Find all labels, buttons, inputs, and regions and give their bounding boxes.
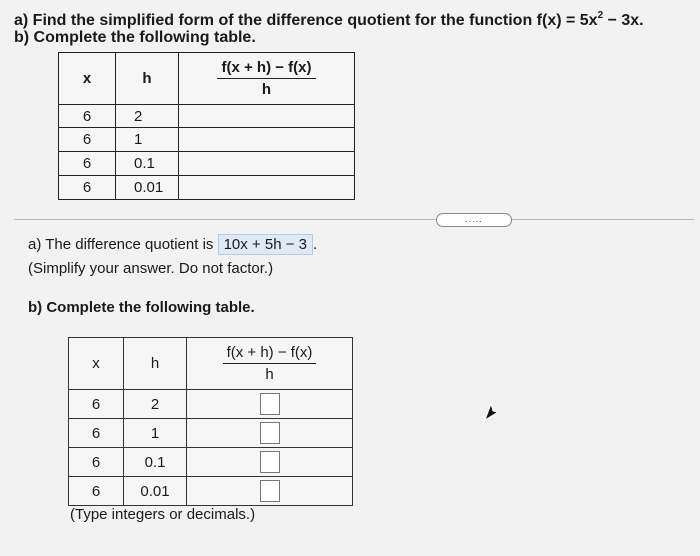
table-header-row (59, 53, 355, 105)
difference-quotient-answer[interactable]: 10x + 5h − 3 (218, 234, 313, 255)
table-row (69, 448, 353, 477)
table-header-row (69, 338, 353, 390)
table-row (59, 105, 355, 128)
top-table (58, 52, 355, 200)
answer-part-b: b) Complete the following table. (28, 299, 255, 316)
cell-h: 2 (116, 105, 179, 128)
cell-input (187, 419, 353, 448)
cell-value (179, 128, 355, 152)
header-difference-quotient (179, 53, 355, 105)
answer-input[interactable] (260, 451, 280, 473)
exponent: 2 (597, 10, 604, 21)
table-row (59, 176, 355, 200)
answer-part-a (28, 236, 317, 253)
bottom-table (68, 337, 353, 506)
cell-h: 2 (124, 390, 187, 419)
cell-x: 6 (59, 152, 116, 176)
answer-input[interactable] (260, 393, 280, 415)
cell-input (187, 390, 353, 419)
problem-part-a-text: a) Find the simplified form of the difference quotient for the function f(x) = 5x (14, 12, 598, 29)
table-row (59, 128, 355, 152)
cell-h: 0.01 (116, 176, 179, 200)
header-h: h (116, 53, 179, 105)
fraction-numerator: f(x + h) − f(x) (223, 344, 317, 364)
cell-h: 0.1 (116, 152, 179, 176)
header-difference-quotient (187, 338, 353, 390)
cell-h: 0.1 (124, 448, 187, 477)
cell-input (187, 477, 353, 506)
cell-h: 1 (124, 419, 187, 448)
header-x: x (59, 53, 116, 105)
cell-x: 6 (59, 128, 116, 152)
table-row (59, 152, 355, 176)
header-x: x (69, 338, 124, 390)
cell-x: 6 (69, 448, 124, 477)
cell-h: 1 (116, 128, 179, 152)
cell-value (179, 152, 355, 176)
fraction-denominator: h (261, 81, 272, 98)
table-row (69, 390, 353, 419)
type-note: (Type integers or decimals.) (70, 506, 256, 523)
cell-x: 6 (69, 419, 124, 448)
header-h: h (124, 338, 187, 390)
cell-input (187, 448, 353, 477)
fraction-numerator: f(x + h) − f(x) (217, 59, 315, 79)
answer-input[interactable] (260, 422, 280, 444)
cell-x: 6 (69, 477, 124, 506)
answer-part-a-text: a) The difference quotient is (28, 236, 214, 253)
table-row (69, 419, 353, 448)
problem-part-a-suffix: − 3x. (603, 12, 644, 29)
answer-period: . (312, 236, 318, 253)
problem-part-a (14, 6, 644, 30)
cell-value (179, 176, 355, 200)
cell-x: 6 (69, 390, 124, 419)
expand-button[interactable]: ..... (436, 213, 512, 227)
fraction-denominator: h (265, 366, 274, 383)
answer-input[interactable] (260, 480, 280, 502)
cell-h: 0.01 (124, 477, 187, 506)
table-row (69, 477, 353, 506)
cell-value (179, 105, 355, 128)
simplify-note: (Simplify your answer. Do not factor.) (28, 260, 274, 277)
cell-x: 6 (59, 176, 116, 200)
problem-part-b: b) Complete the following table. (14, 29, 256, 46)
mouse-cursor-icon (483, 402, 499, 422)
section-divider (14, 219, 694, 220)
cell-x: 6 (59, 105, 116, 128)
